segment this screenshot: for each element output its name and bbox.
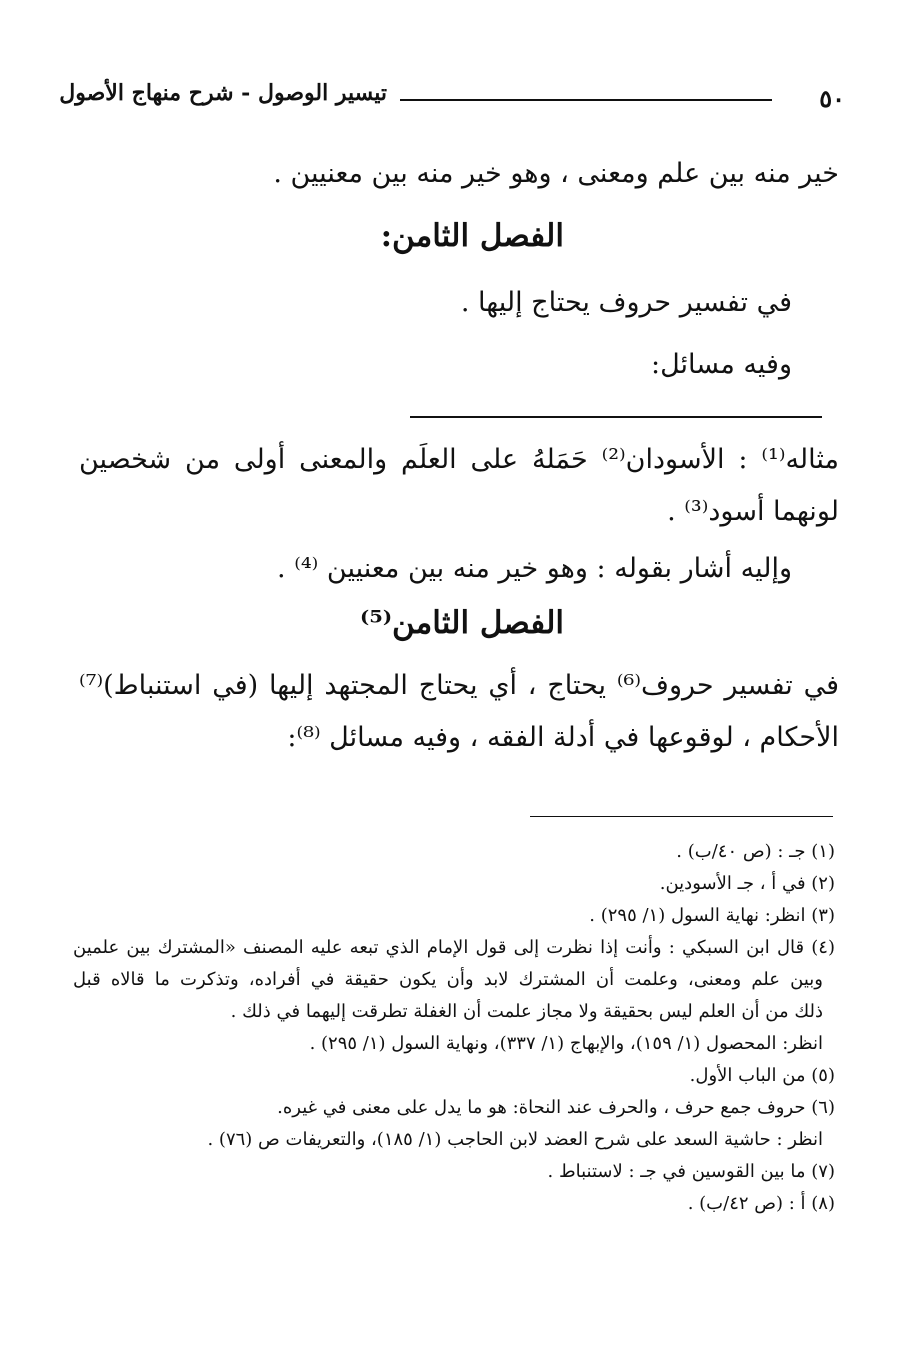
sharh-chapter-title: الفصل الثامن⁽⁵⁾ [360, 605, 564, 641]
footnote-line: (٥) من الباب الأول. [689, 1065, 835, 1086]
footnote-line: (٤) قال ابن السبكي : وأنت إذا نظرت إلى قول الإمام الذي تبعه عليه المصنف «المشترك بين علمين [73, 937, 835, 958]
matn-line-1: خير منه بين علم ومعنى ، وهو خير منه بين معنيين . [273, 158, 839, 189]
sharh-p1-line-1: مثاله⁽¹⁾ : الأسودان⁽²⁾ حَمَلهُ على العلَم والمعنى أولى من شخصين [79, 444, 839, 475]
footnote-line: (٨) أ : (ص ٤٢/ب) . [687, 1193, 835, 1214]
footnote-8 [73, 1188, 835, 1220]
sharh-p3-line-1: في تفسير حروف⁽⁶⁾ يحتاج ، أي يحتاج المجتهد إليها (في استنباط)⁽⁷⁾ [79, 670, 839, 701]
footnote-6 [73, 1092, 835, 1156]
footnote-line: انظر : حاشية السعد على شرح العضد لابن الحاجب (١/ ١٨٥)، والتعريفات ص (٧٦) . [207, 1129, 823, 1150]
footnote-rule [530, 816, 833, 817]
footnote-line: وبين علم ومعنى، وعلمت أن المشترك لابد وأن يكون حقيقة في أفراده، وتذكرت ما قالاه قبل [73, 969, 823, 990]
header-rule [400, 99, 772, 101]
matn-line-3: وفيه مسائل: [651, 349, 792, 380]
sharh-p3-line-2: الأحكام ، لوقوعها في أدلة الفقه ، وفيه مسائل ⁽⁸⁾: [287, 722, 839, 753]
footnote-line: (٦) حروف جمع حرف ، والحرف عند النحاة: هو ما يدل على معنى في غيره. [277, 1097, 835, 1118]
footnote-2 [73, 868, 835, 900]
footnote-line: انظر: المحصول (١/ ١٥٩)، والإبهاج (١/ ٣٣٧)، ونهاية السول (١/ ٢٩٥) . [309, 1033, 823, 1054]
footnote-line: (١) جـ : (ص ٤٠/ب) . [676, 841, 835, 862]
footnote-3 [73, 900, 835, 932]
sharh-p1-line-2: لونهما أسود⁽³⁾ . [667, 496, 839, 527]
footnote-7 [73, 1156, 835, 1188]
running-header-title: تيسير الوصول - شرح منهاج الأصول [59, 80, 387, 106]
footnote-5 [73, 1060, 835, 1092]
footnote-1 [73, 836, 835, 868]
sharh-p2: وإليه أشار بقوله : وهو خير منه بين معنيين ⁽⁴⁾ . [277, 553, 792, 584]
matn-line-2: في تفسير حروف يحتاج إليها . [460, 287, 792, 318]
footnote-line: (٣) انظر: نهاية السول (١/ ٢٩٥) . [589, 905, 835, 926]
section-divider [410, 416, 822, 418]
footnote-line: (٧) ما بين القوسين في جـ : لاستنباط . [547, 1161, 835, 1182]
footnote-line: ذلك من أن العلم ليس بحقيقة ولا مجاز علمت أن الغفلة تطرقت إليهما في ذلك . [230, 1001, 823, 1022]
matn-chapter-title: الفصل الثامن: [380, 218, 564, 254]
footnotes [73, 836, 835, 1220]
footnote-4 [73, 932, 835, 1060]
page-number: ٥٠ [819, 84, 845, 113]
footnote-line: (٢) في أ ، جـ الأسودين. [659, 873, 835, 894]
